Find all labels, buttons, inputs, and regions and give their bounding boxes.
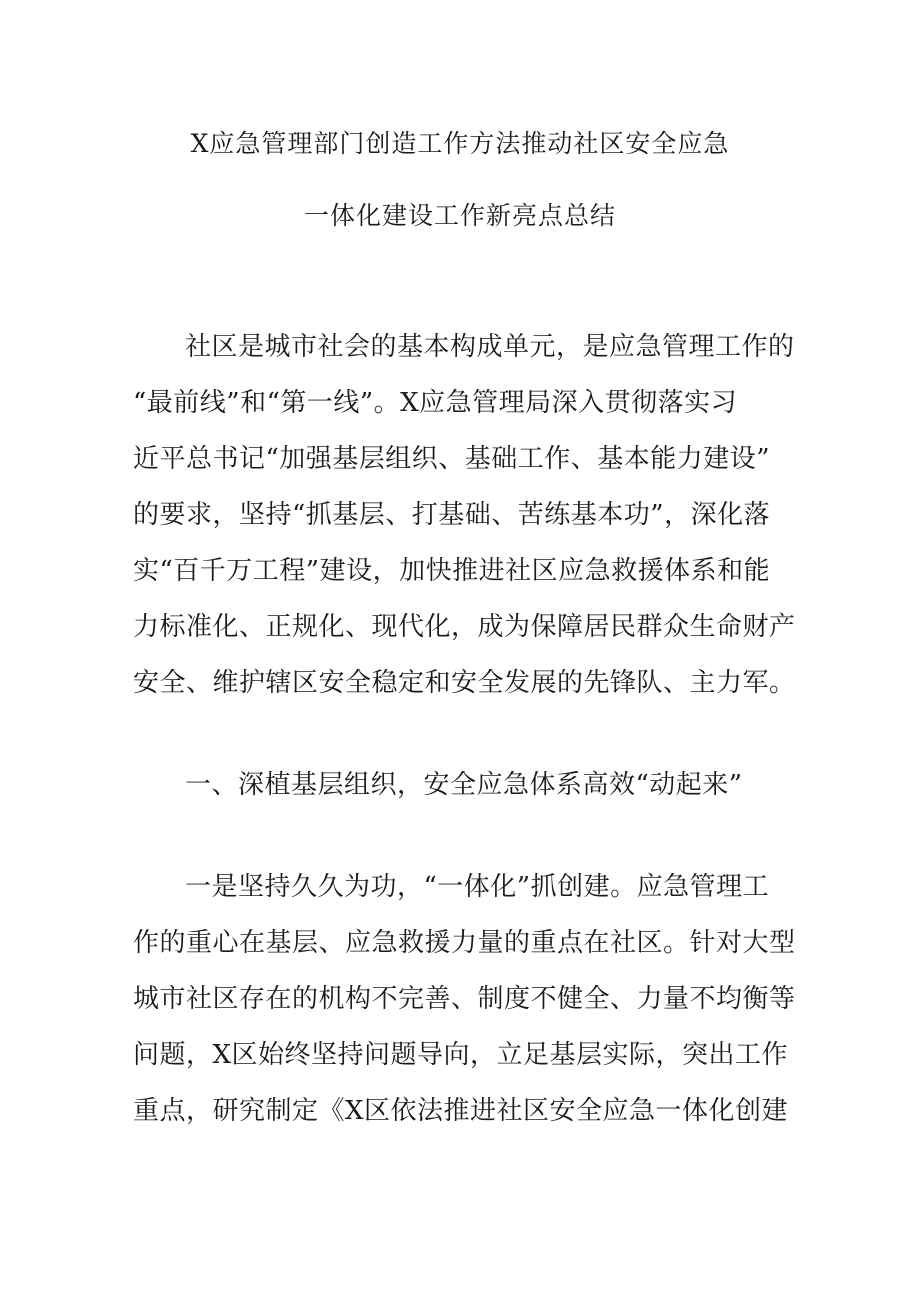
paragraph-2-line-5: 重点，研究制定《X区依法推进社区安全应急一体化创建 — [133, 1096, 789, 1126]
paragraph-1-line-3: 近平总书记“加强基层组织、基础工作、基本能力建设” — [133, 444, 771, 474]
paragraph-2-line-4: 问题，X区始终坚持问题导向，立足基层实际，突出工作 — [133, 1040, 789, 1070]
paragraph-2-line-1: 一是坚持久久为功，“一体化”抓创建。应急管理工 — [185, 872, 770, 902]
document-title-line-1: X应急管理部门创造工作方法推动社区安全应急 — [190, 129, 730, 158]
section-heading-1: 一、深植基层组织，安全应急体系高效“动起来” — [185, 770, 743, 800]
paragraph-1-line-1: 社区是城市社会的基本构成单元，是应急管理工作的 — [185, 332, 795, 362]
paragraph-1-line-4: 的要求，坚持“抓基层、打基础、苦练基本功”，深化落 — [133, 500, 771, 530]
paragraph-1-line-5: 实“百千万工程”建设，加快推进社区应急救援体系和能 — [133, 556, 771, 586]
paragraph-1-line-6: 力标准化、正规化、现代化，成为保障居民群众生命财产 — [133, 612, 796, 642]
paragraph-1-line-2: “最前线”和“第一线”。X应急管理局深入贯彻落实习 — [133, 388, 738, 418]
paragraph-2-line-3: 城市社区存在的机构不完善、制度不健全、力量不均衡等 — [133, 984, 796, 1014]
paragraph-1-line-7: 安全、维护辖区安全稳定和安全发展的先锋队、主力军。 — [133, 668, 796, 698]
document-title-line-2: 一体化建设工作新亮点总结 — [303, 201, 616, 230]
paragraph-2-line-2: 作的重心在基层、应急救援力量的重点在社区。针对大型 — [133, 928, 796, 958]
